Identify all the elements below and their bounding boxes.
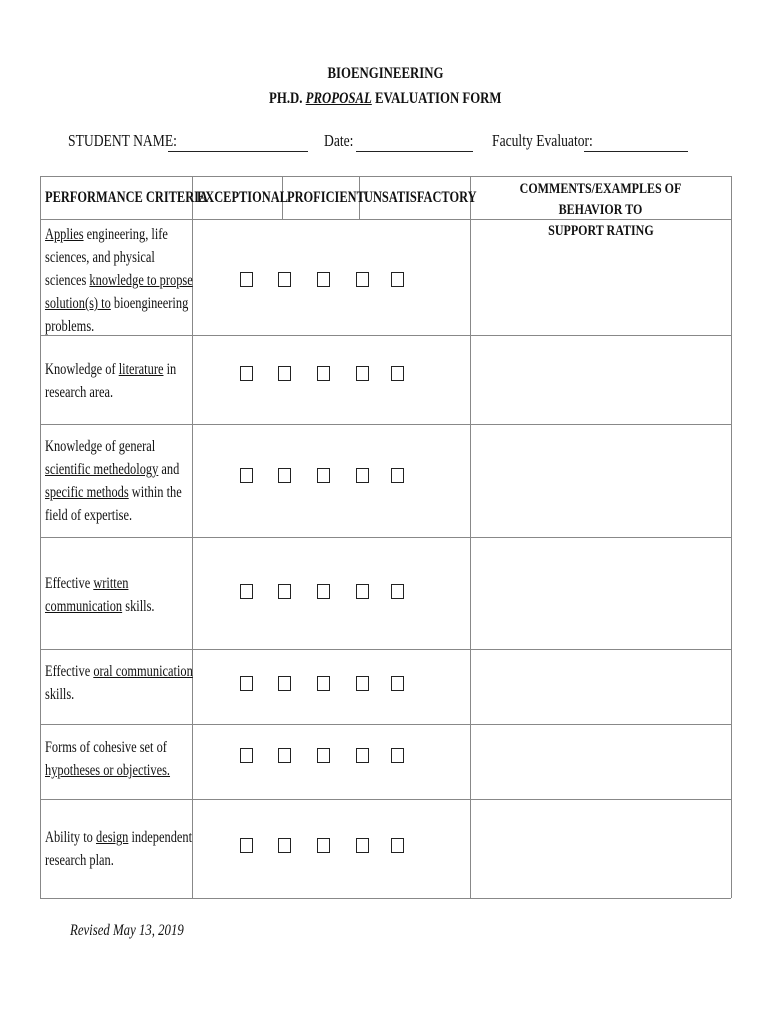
header-unsatisfactory: UNSATISFACTORY — [364, 189, 477, 206]
rating-checkbox[interactable] — [278, 272, 291, 287]
comments-cell[interactable] — [471, 220, 730, 335]
table-rule — [731, 176, 732, 898]
criterion-segment: research plan. — [45, 852, 114, 869]
table-rule — [40, 176, 731, 177]
rating-checkbox[interactable] — [240, 584, 253, 599]
criterion-line — [45, 481, 235, 504]
criterion-segment: written — [93, 575, 129, 592]
criterion-segment: skills. — [45, 686, 75, 703]
criterion-line — [45, 315, 235, 338]
date-label: Date: — [324, 131, 354, 150]
comments-cell[interactable] — [471, 538, 730, 649]
criterion-segment: skills. — [122, 598, 155, 615]
rating-checkbox[interactable] — [391, 584, 404, 599]
criterion-segment: Forms of cohesive set of — [45, 739, 167, 756]
rating-checkbox[interactable] — [356, 272, 369, 287]
rating-checkbox[interactable] — [317, 748, 330, 763]
criterion-line — [45, 572, 235, 595]
criterion-line — [45, 683, 235, 706]
rating-checkbox[interactable] — [356, 366, 369, 381]
rating-checkbox[interactable] — [278, 676, 291, 691]
criterion-line — [45, 826, 235, 849]
rating-checkbox[interactable] — [391, 838, 404, 853]
criterion-segment: within the — [128, 484, 182, 501]
rating-checkbox[interactable] — [356, 584, 369, 599]
criterion-segment: hypotheses or objectives. — [45, 762, 171, 779]
title-line-1: BIOENGINEERING — [327, 65, 443, 82]
rating-checkbox[interactable] — [391, 366, 404, 381]
criterion-line — [45, 849, 235, 872]
criterion-text — [45, 223, 235, 338]
comments-cell[interactable] — [471, 336, 730, 424]
table-rule — [40, 176, 41, 898]
revision-note: Revised May 13, 2019 — [70, 922, 184, 939]
faculty-evaluator-label: Faculty Evaluator: — [492, 131, 593, 150]
criterion-line — [45, 736, 235, 759]
comments-cell[interactable] — [471, 800, 730, 898]
criterion-segment: solution(s) to — [45, 295, 111, 312]
criterion-line — [45, 435, 235, 458]
criterion-segment: problems. — [45, 318, 95, 335]
rating-checkbox[interactable] — [240, 838, 253, 853]
criterion-segment: bioengineering — [110, 295, 189, 312]
student-name-field[interactable] — [168, 151, 308, 152]
criterion-text — [45, 435, 235, 527]
rating-checkbox[interactable] — [240, 468, 253, 483]
criterion-segment: sciences, and physical — [45, 249, 155, 266]
criterion-segment: Applies — [45, 226, 84, 243]
date-field[interactable] — [356, 151, 473, 152]
form-subtitle — [0, 90, 770, 108]
criterion-segment: communication — [45, 598, 123, 615]
criterion-segment: in — [163, 361, 177, 378]
rating-checkbox[interactable] — [278, 366, 291, 381]
criterion-segment: Knowledge of — [45, 361, 119, 378]
criterion-segment: literature — [118, 361, 164, 378]
rating-checkbox[interactable] — [240, 676, 253, 691]
criterion-text — [45, 572, 235, 618]
rating-checkbox[interactable] — [278, 468, 291, 483]
header-proficient: PROFICIENT — [287, 189, 365, 206]
criterion-line — [45, 358, 235, 381]
criterion-segment: engineering, life — [83, 226, 168, 243]
criterion-line — [45, 759, 235, 782]
student-name-label: STUDENT NAME: — [68, 131, 177, 150]
faculty-evaluator-field[interactable] — [584, 151, 688, 152]
rating-checkbox[interactable] — [278, 838, 291, 853]
criterion-text — [45, 736, 235, 782]
criterion-line — [45, 292, 235, 315]
criterion-text — [45, 826, 235, 872]
rating-checkbox[interactable] — [317, 272, 330, 287]
rating-checkbox[interactable] — [356, 676, 369, 691]
form-title — [0, 65, 770, 83]
criterion-segment: research area. — [45, 384, 114, 401]
rating-checkbox[interactable] — [317, 838, 330, 853]
criterion-line — [45, 246, 235, 269]
rating-checkbox[interactable] — [240, 748, 253, 763]
criterion-line — [45, 504, 235, 527]
criterion-line — [45, 595, 235, 618]
header-performance-criteria: PERFORMANCE CRITERIA — [45, 189, 208, 206]
criterion-line — [45, 269, 235, 292]
criterion-segment: specific methods — [45, 484, 129, 501]
rating-checkbox[interactable] — [317, 676, 330, 691]
table-rule — [40, 898, 731, 899]
criterion-segment: Knowledge of general — [45, 438, 156, 455]
rating-checkbox[interactable] — [317, 584, 330, 599]
criterion-line — [45, 660, 235, 683]
rating-checkbox[interactable] — [278, 748, 291, 763]
title-suffix: EVALUATION FORM — [374, 90, 502, 107]
comments-cell[interactable] — [471, 425, 730, 537]
criterion-segment: and — [158, 461, 180, 478]
criterion-segment: Effective — [45, 663, 94, 680]
criterion-segment: sciences — [45, 272, 90, 289]
rating-checkbox[interactable] — [391, 676, 404, 691]
criterion-segment: scientific methedology — [45, 461, 159, 478]
rating-checkbox[interactable] — [391, 468, 404, 483]
header-comments: COMMENTS/EXAMPLES OF BEHAVIOR TO SUPPORT RATING — [519, 181, 682, 239]
criterion-segment: Effective — [45, 575, 94, 592]
evaluation-table — [40, 176, 731, 898]
comments-cell[interactable] — [471, 725, 730, 799]
criterion-segment: design — [95, 829, 129, 846]
criterion-segment: independent — [128, 829, 193, 846]
criterion-text — [45, 358, 235, 404]
title-prefix: PH.D. — [268, 90, 303, 107]
criterion-line — [45, 223, 235, 246]
rating-checkbox[interactable] — [391, 272, 404, 287]
criterion-segment: knowledge to propse — [89, 272, 193, 289]
rating-checkbox[interactable] — [356, 838, 369, 853]
rating-checkbox[interactable] — [356, 468, 369, 483]
rating-checkbox[interactable] — [240, 366, 253, 381]
comments-cell[interactable] — [471, 650, 730, 724]
header-exceptional: EXCEPTIONAL — [197, 189, 288, 206]
rating-checkbox[interactable] — [317, 468, 330, 483]
rating-checkbox[interactable] — [317, 366, 330, 381]
criterion-segment: Ability to — [45, 829, 96, 846]
criterion-segment: field of expertise. — [45, 507, 133, 524]
criterion-text — [45, 660, 235, 706]
criterion-line — [45, 381, 235, 404]
rating-checkbox[interactable] — [391, 748, 404, 763]
title-emphasis: PROPOSAL — [305, 90, 372, 107]
criterion-line — [45, 458, 235, 481]
rating-checkbox[interactable] — [240, 272, 253, 287]
criterion-segment: oral communication — [93, 663, 193, 680]
rating-checkbox[interactable] — [356, 748, 369, 763]
rating-checkbox[interactable] — [278, 584, 291, 599]
